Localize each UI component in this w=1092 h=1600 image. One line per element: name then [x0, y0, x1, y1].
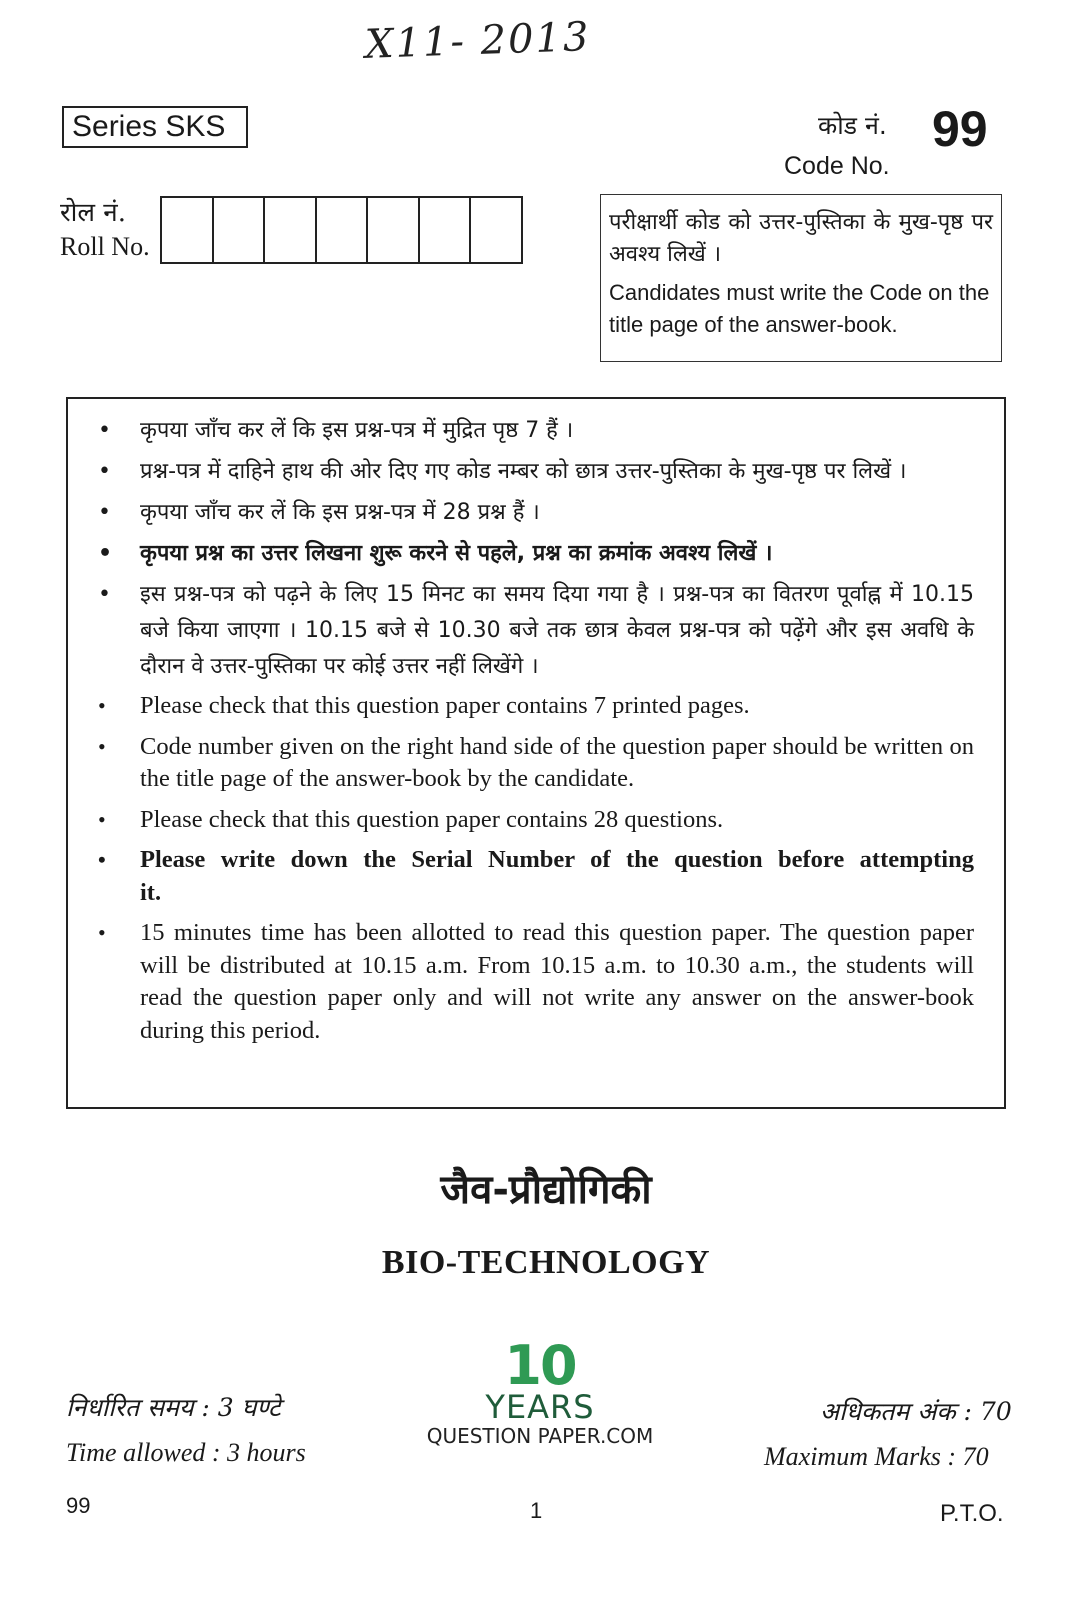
candidate-code-note-box — [600, 194, 1002, 362]
roll-digit-box[interactable] — [162, 198, 214, 262]
instruction-item: • Please check that this question paper contains 28 questions. — [98, 805, 724, 833]
page-number: 1 — [530, 1498, 543, 1523]
instruction-item: • 15 minutes time has been allotted to read this question paper. The question paper will be distributed at 10.15 a.m. From 10.15 a.m. to 10.30 a.m., the students will read the question paper only and will not write any answer on the answer-book during this period. — [98, 919, 974, 1044]
roll-digit-box[interactable] — [265, 198, 317, 262]
logo-years: YEARS — [485, 1388, 595, 1426]
roll-label-hindi: रोल नं. — [60, 198, 126, 228]
site-logo — [420, 1334, 660, 1450]
instruction-text: प्रश्न-पत्र में दाहिने हाथ की ओर दिए गए कोड नम्बर को छात्र उत्तर-पुस्तिका के मुख-पृष्ठ पर लिखें । — [140, 459, 907, 484]
roll-digit-box[interactable] — [214, 198, 266, 262]
instruction-item: • कृपया जाँच कर लें कि इस प्रश्न-पत्र में मुद्रित पृष्ठ 7 हैं । — [98, 418, 574, 443]
code-number: 99 — [932, 101, 988, 157]
instruction-text: कृपया जाँच कर लें कि इस प्रश्न-पत्र में मुद्रित पृष्ठ 7 हैं । — [140, 418, 574, 443]
subject-title-english: BIO-TECHNOLOGY — [381, 1244, 711, 1281]
instruction-text: कृपया जाँच कर लें कि इस प्रश्न-पत्र में 28 प्रश्न हैं । — [140, 500, 540, 525]
roll-digit-box[interactable] — [368, 198, 420, 262]
subject-title-hindi: जैव-प्रौद्योगिकी — [440, 1167, 652, 1213]
instruction-item: • Please check that this question paper contains 7 printed pages. — [98, 692, 750, 719]
roll-label-english: Roll No. — [60, 232, 150, 261]
instruction-text: 15 minutes time has been allotted to read this question paper. The question paper will be distributed at 10.15 a.m. From 10.15 a.m. to 10.30 a.m., the students will read the question paper only and will not write any answer on the answer-book during this period. — [140, 919, 974, 1044]
instruction-item: • Please write down the Serial Number of the question before attempting it. — [98, 846, 974, 906]
code-label-english: Code No. — [784, 152, 890, 180]
handwritten-year-note: X11- 2013 — [364, 14, 592, 68]
instruction-text: Please check that this question paper contains 7 printed pages. — [140, 692, 750, 719]
please-turn-over: P.T.O. — [940, 1500, 1004, 1527]
maximum-marks-english: Maximum Marks : 70 — [764, 1442, 989, 1471]
instruction-text: Please write down the Serial Number of the question before attempting it. — [140, 846, 974, 906]
candidate-note-english: Candidates must write the Code on the title page of the answer-book. — [609, 280, 990, 337]
roll-digit-box[interactable] — [420, 198, 472, 262]
time-allowed-hindi: निर्धारित समय : 3 घण्टे — [66, 1393, 281, 1422]
instruction-text: कृपया प्रश्न का उत्तर लिखना शुरू करने से पहले, प्रश्न का क्रमांक अवश्य लिखें । — [140, 541, 773, 566]
time-allowed-english: Time allowed : 3 hours — [66, 1438, 306, 1467]
logo-number: 10 — [504, 1334, 576, 1397]
instruction-item: • कृपया जाँच कर लें कि इस प्रश्न-पत्र में 28 प्रश्न हैं । — [98, 500, 540, 525]
instructions-list — [98, 413, 974, 1047]
instruction-item: • प्रश्न-पत्र में दाहिने हाथ की ओर दिए गए कोड नम्बर को छात्र उत्तर-पुस्तिका के मुख-पृष्ठ पर लिखें । — [98, 459, 907, 484]
instructions-box — [66, 397, 1006, 1109]
instruction-item: • कृपया प्रश्न का उत्तर लिखना शुरू करने से पहले, प्रश्न का क्रमांक अवश्य लिखें । — [98, 541, 773, 566]
series-label: Series SKS — [62, 106, 248, 148]
maximum-marks-hindi: अधिकतम अंक : 70 — [820, 1397, 1012, 1426]
candidate-note-hindi: परीक्षार्थी कोड को उत्तर-पुस्तिका के मुख-पृष्ठ पर अवश्य लिखें । — [609, 210, 993, 267]
roll-digit-box[interactable] — [471, 198, 523, 262]
roll-number-boxes[interactable] — [160, 196, 523, 264]
instruction-item: • Code number given on the right hand side of the question paper should be written on the title page of the answer-book by the candidate. — [98, 732, 974, 792]
instruction-text: Code number given on the right hand side of the question paper should be written on the title page of the answer-book by the candidate. — [140, 732, 974, 792]
instruction-text: Please check that this question paper contains 28 questions. — [140, 805, 724, 833]
code-label-hindi: कोड नं. — [818, 111, 887, 140]
logo-site-name: QUESTION PAPER.COM — [426, 1424, 654, 1448]
instruction-text: इस प्रश्न-पत्र को पढ़ने के लिए 15 मिनट का समय दिया गया है । प्रश्न-पत्र का वितरण पूर्वाह्न में 10.15 बजे किया जाएगा । 10.15 बजे से 10.30 बजे तक छात्र केवल प्रश्न-पत्र को पढ़ेंगे और इस अवधि के दौरान वे उत्तर-पुस्तिका पर कोई उत्तर नहीं लिखेंगे । — [140, 582, 974, 679]
instruction-item: • इस प्रश्न-पत्र को पढ़ने के लिए 15 मिनट का समय दिया गया है । प्रश्न-पत्र का वितरण पूर्वाह्न में 10.15 बजे किया जाएगा । 10.15 बजे से 10.30 बजे तक छात्र केवल प्रश्न-पत्र को पढ़ेंगे और इस अवधि के दौरान वे उत्तर-पुस्तिका पर कोई उत्तर नहीं लिखेंगे । — [98, 582, 974, 679]
roll-digit-box[interactable] — [317, 198, 369, 262]
footer-code: 99 — [66, 1493, 91, 1518]
